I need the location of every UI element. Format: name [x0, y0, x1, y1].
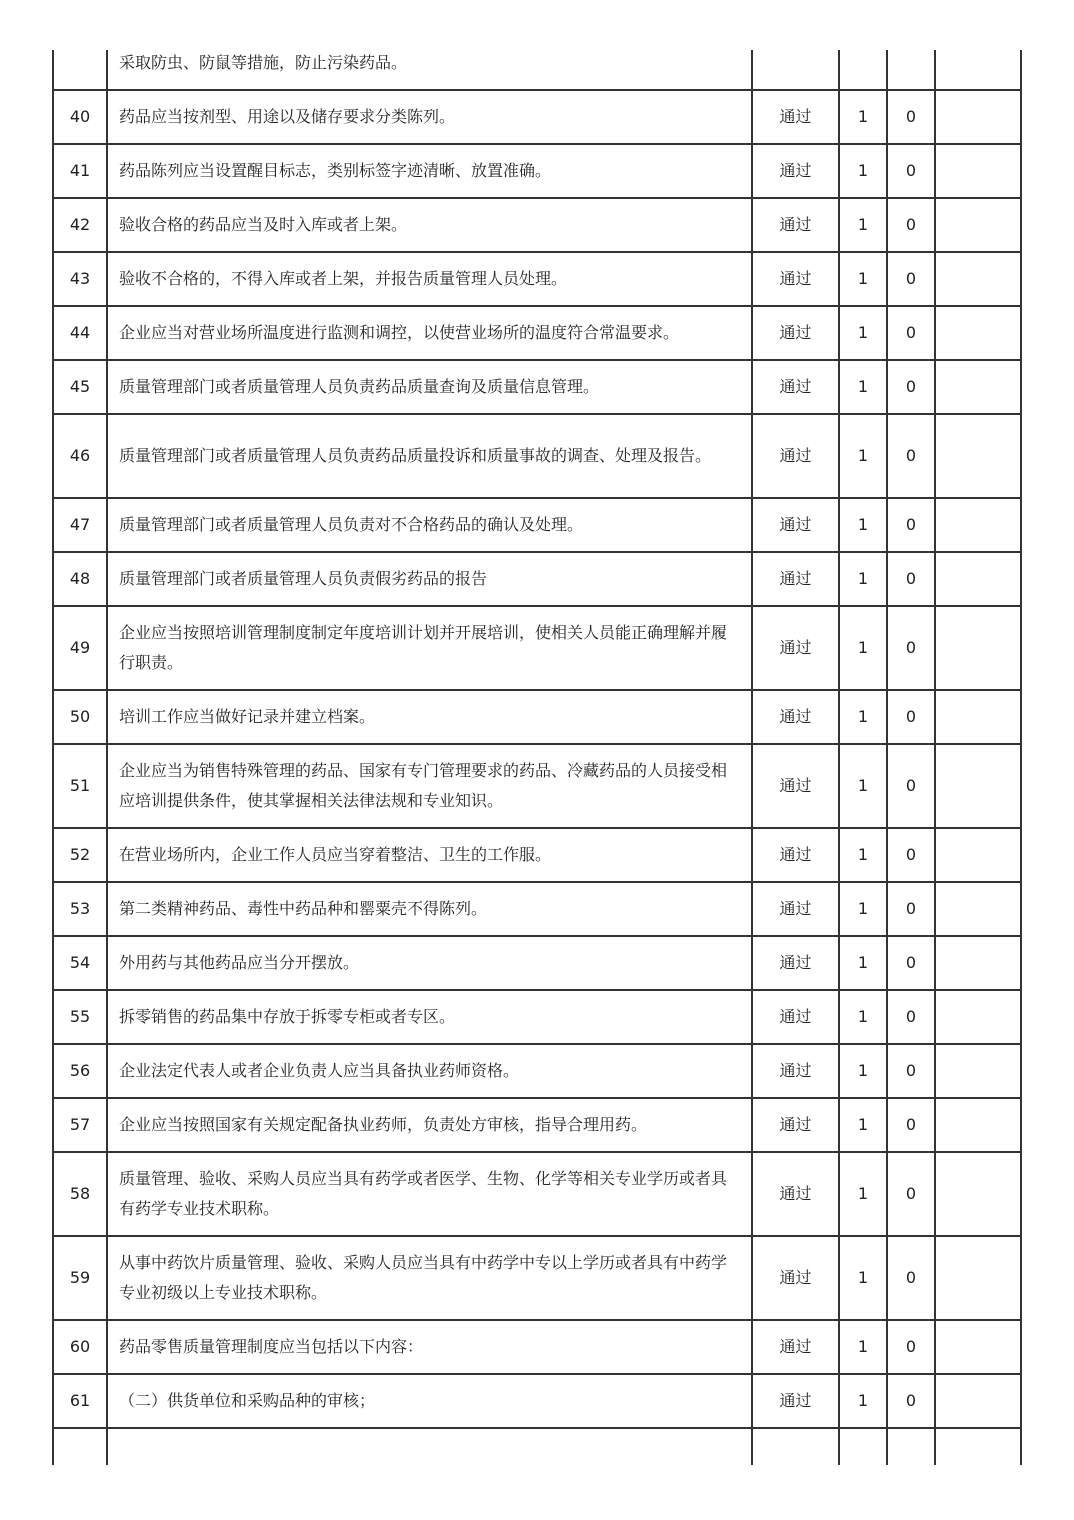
item-result: 通过: [752, 90, 839, 144]
item-number: [53, 50, 107, 90]
item-result: 通过: [752, 306, 839, 360]
item-deduction: 0: [887, 306, 935, 360]
item-result: 通过: [752, 882, 839, 936]
item-note: [935, 1374, 1021, 1428]
item-deduction: 0: [887, 1044, 935, 1098]
item-number: 43: [53, 252, 107, 306]
table-row: [53, 90, 1021, 144]
item-score: [839, 50, 887, 90]
item-result: 通过: [752, 606, 839, 690]
item-deduction: 0: [887, 552, 935, 606]
item-number: 48: [53, 552, 107, 606]
item-result: 通过: [752, 690, 839, 744]
table-row: [53, 882, 1021, 936]
item-score: 1: [839, 198, 887, 252]
item-note: [935, 990, 1021, 1044]
item-number: 51: [53, 744, 107, 828]
item-note: [935, 252, 1021, 306]
item-deduction: 0: [887, 1152, 935, 1236]
item-score: 1: [839, 828, 887, 882]
item-number: 44: [53, 306, 107, 360]
table-row: [53, 414, 1021, 498]
table-row: [53, 1320, 1021, 1374]
item-result: 通过: [752, 1374, 839, 1428]
item-number: 57: [53, 1098, 107, 1152]
item-number: 46: [53, 414, 107, 498]
item-score: 1: [839, 1374, 887, 1428]
item-deduction: 0: [887, 198, 935, 252]
item-deduction: 0: [887, 936, 935, 990]
item-score: 1: [839, 690, 887, 744]
item-requirement: 拆零销售的药品集中存放于拆零专柜或者专区。: [107, 990, 752, 1044]
item-score: 1: [839, 882, 887, 936]
item-requirement: 采取防虫、防鼠等措施，防止污染药品。: [107, 50, 752, 90]
item-number: 59: [53, 1236, 107, 1320]
item-result: 通过: [752, 1044, 839, 1098]
table-row: [53, 1374, 1021, 1428]
item-number: 40: [53, 90, 107, 144]
inspection-checklist-table: [52, 50, 1022, 1465]
item-result: 通过: [752, 360, 839, 414]
item-score: 1: [839, 90, 887, 144]
item-deduction: 0: [887, 1098, 935, 1152]
item-note: [935, 498, 1021, 552]
item-deduction: 0: [887, 606, 935, 690]
item-requirement: 验收合格的药品应当及时入库或者上架。: [107, 198, 752, 252]
item-requirement: 药品陈列应当设置醒目标志，类别标签字迹清晰、放置准确。: [107, 144, 752, 198]
item-number: 47: [53, 498, 107, 552]
item-score: 1: [839, 144, 887, 198]
item-deduction: 0: [887, 252, 935, 306]
item-deduction: [887, 1428, 935, 1465]
item-score: 1: [839, 498, 887, 552]
item-score: 1: [839, 744, 887, 828]
item-note: [935, 1044, 1021, 1098]
item-deduction: 0: [887, 144, 935, 198]
item-score: [839, 1428, 887, 1465]
table-row: [53, 828, 1021, 882]
item-number: 49: [53, 606, 107, 690]
item-deduction: 0: [887, 90, 935, 144]
item-note: [935, 1098, 1021, 1152]
table-row: [53, 252, 1021, 306]
item-requirement: 外用药与其他药品应当分开摆放。: [107, 936, 752, 990]
item-requirement: 培训工作应当做好记录并建立档案。: [107, 690, 752, 744]
table-row: [53, 498, 1021, 552]
item-note: [935, 552, 1021, 606]
item-deduction: 0: [887, 828, 935, 882]
item-number: 61: [53, 1374, 107, 1428]
item-note: [935, 828, 1021, 882]
item-note: [935, 144, 1021, 198]
item-number: 41: [53, 144, 107, 198]
item-result: 通过: [752, 1236, 839, 1320]
table-row: [53, 1152, 1021, 1236]
item-deduction: 0: [887, 498, 935, 552]
item-requirement: 药品应当按剂型、用途以及储存要求分类陈列。: [107, 90, 752, 144]
item-result: 通过: [752, 990, 839, 1044]
item-requirement: 在营业场所内，企业工作人员应当穿着整洁、卫生的工作服。: [107, 828, 752, 882]
item-number: 42: [53, 198, 107, 252]
item-requirement: 质量管理部门或者质量管理人员负责假劣药品的报告: [107, 552, 752, 606]
item-deduction: 0: [887, 882, 935, 936]
item-note: [935, 1428, 1021, 1465]
item-number: 56: [53, 1044, 107, 1098]
table-row: [53, 936, 1021, 990]
item-requirement: 质量管理部门或者质量管理人员负责药品质量查询及质量信息管理。: [107, 360, 752, 414]
table-row: [53, 1098, 1021, 1152]
item-score: 1: [839, 1320, 887, 1374]
item-deduction: 0: [887, 990, 935, 1044]
item-requirement: [107, 1428, 752, 1465]
item-deduction: 0: [887, 1320, 935, 1374]
item-requirement: 质量管理部门或者质量管理人员负责药品质量投诉和质量事故的调查、处理及报告。: [107, 414, 752, 498]
item-result: [752, 1428, 839, 1465]
item-result: 通过: [752, 252, 839, 306]
item-result: 通过: [752, 1320, 839, 1374]
item-note: [935, 360, 1021, 414]
table-row: [53, 50, 1021, 90]
table-row: [53, 306, 1021, 360]
item-score: 1: [839, 1044, 887, 1098]
item-result: 通过: [752, 144, 839, 198]
item-requirement: 质量管理、验收、采购人员应当具有药学或者医学、生物、化学等相关专业学历或者具有药学专业技术职称。: [107, 1152, 752, 1236]
item-note: [935, 1320, 1021, 1374]
item-score: 1: [839, 1236, 887, 1320]
item-requirement: 企业应当对营业场所温度进行监测和调控，以使营业场所的温度符合常温要求。: [107, 306, 752, 360]
item-deduction: 0: [887, 744, 935, 828]
table-row: [53, 1044, 1021, 1098]
item-number: 58: [53, 1152, 107, 1236]
item-requirement: 企业应当按照培训管理制度制定年度培训计划并开展培训，使相关人员能正确理解并履行职责。: [107, 606, 752, 690]
item-note: [935, 306, 1021, 360]
item-deduction: 0: [887, 360, 935, 414]
item-result: 通过: [752, 498, 839, 552]
item-deduction: 0: [887, 1236, 935, 1320]
item-note: [935, 414, 1021, 498]
item-note: [935, 1236, 1021, 1320]
item-score: 1: [839, 552, 887, 606]
item-note: [935, 198, 1021, 252]
item-number: 45: [53, 360, 107, 414]
item-score: 1: [839, 606, 887, 690]
item-result: 通过: [752, 552, 839, 606]
item-score: 1: [839, 252, 887, 306]
item-score: 1: [839, 936, 887, 990]
item-requirement: 验收不合格的，不得入库或者上架，并报告质量管理人员处理。: [107, 252, 752, 306]
item-deduction: 0: [887, 690, 935, 744]
item-score: 1: [839, 1098, 887, 1152]
table-row: [53, 690, 1021, 744]
item-number: [53, 1428, 107, 1465]
table-row: [53, 744, 1021, 828]
item-result: 通过: [752, 414, 839, 498]
item-result: 通过: [752, 936, 839, 990]
item-result: 通过: [752, 1098, 839, 1152]
item-requirement: 第二类精神药品、毒性中药品种和罂粟壳不得陈列。: [107, 882, 752, 936]
item-score: 1: [839, 414, 887, 498]
item-note: [935, 90, 1021, 144]
item-result: 通过: [752, 198, 839, 252]
item-note: [935, 606, 1021, 690]
item-number: 55: [53, 990, 107, 1044]
item-requirement: 企业法定代表人或者企业负责人应当具备执业药师资格。: [107, 1044, 752, 1098]
table-row: [53, 552, 1021, 606]
item-note: [935, 936, 1021, 990]
item-note: [935, 744, 1021, 828]
item-number: 53: [53, 882, 107, 936]
item-result: [752, 50, 839, 90]
item-note: [935, 50, 1021, 90]
table-row: [53, 144, 1021, 198]
item-number: 52: [53, 828, 107, 882]
item-score: 1: [839, 990, 887, 1044]
item-note: [935, 1152, 1021, 1236]
table-row: [53, 606, 1021, 690]
item-note: [935, 690, 1021, 744]
table-row: [53, 1236, 1021, 1320]
table-row: [53, 198, 1021, 252]
item-requirement: 从事中药饮片质量管理、验收、采购人员应当具有中药学中专以上学历或者具有中药学专业初级以上专业技术职称。: [107, 1236, 752, 1320]
item-requirement: 药品零售质量管理制度应当包括以下内容：: [107, 1320, 752, 1374]
item-deduction: 0: [887, 414, 935, 498]
item-score: 1: [839, 1152, 887, 1236]
item-deduction: 0: [887, 1374, 935, 1428]
item-requirement: 企业应当按照国家有关规定配备执业药师，负责处方审核，指导合理用药。: [107, 1098, 752, 1152]
item-result: 通过: [752, 1152, 839, 1236]
table-row: [53, 990, 1021, 1044]
item-requirement: （二）供货单位和采购品种的审核；: [107, 1374, 752, 1428]
item-requirement: 质量管理部门或者质量管理人员负责对不合格药品的确认及处理。: [107, 498, 752, 552]
item-number: 50: [53, 690, 107, 744]
item-score: 1: [839, 360, 887, 414]
table-row: [53, 1428, 1021, 1465]
item-number: 54: [53, 936, 107, 990]
item-deduction: [887, 50, 935, 90]
item-requirement: 企业应当为销售特殊管理的药品、国家有专门管理要求的药品、冷藏药品的人员接受相应培训提供条件，使其掌握相关法律法规和专业知识。: [107, 744, 752, 828]
item-score: 1: [839, 306, 887, 360]
item-result: 通过: [752, 744, 839, 828]
item-result: 通过: [752, 828, 839, 882]
item-note: [935, 882, 1021, 936]
item-number: 60: [53, 1320, 107, 1374]
table-row: [53, 360, 1021, 414]
